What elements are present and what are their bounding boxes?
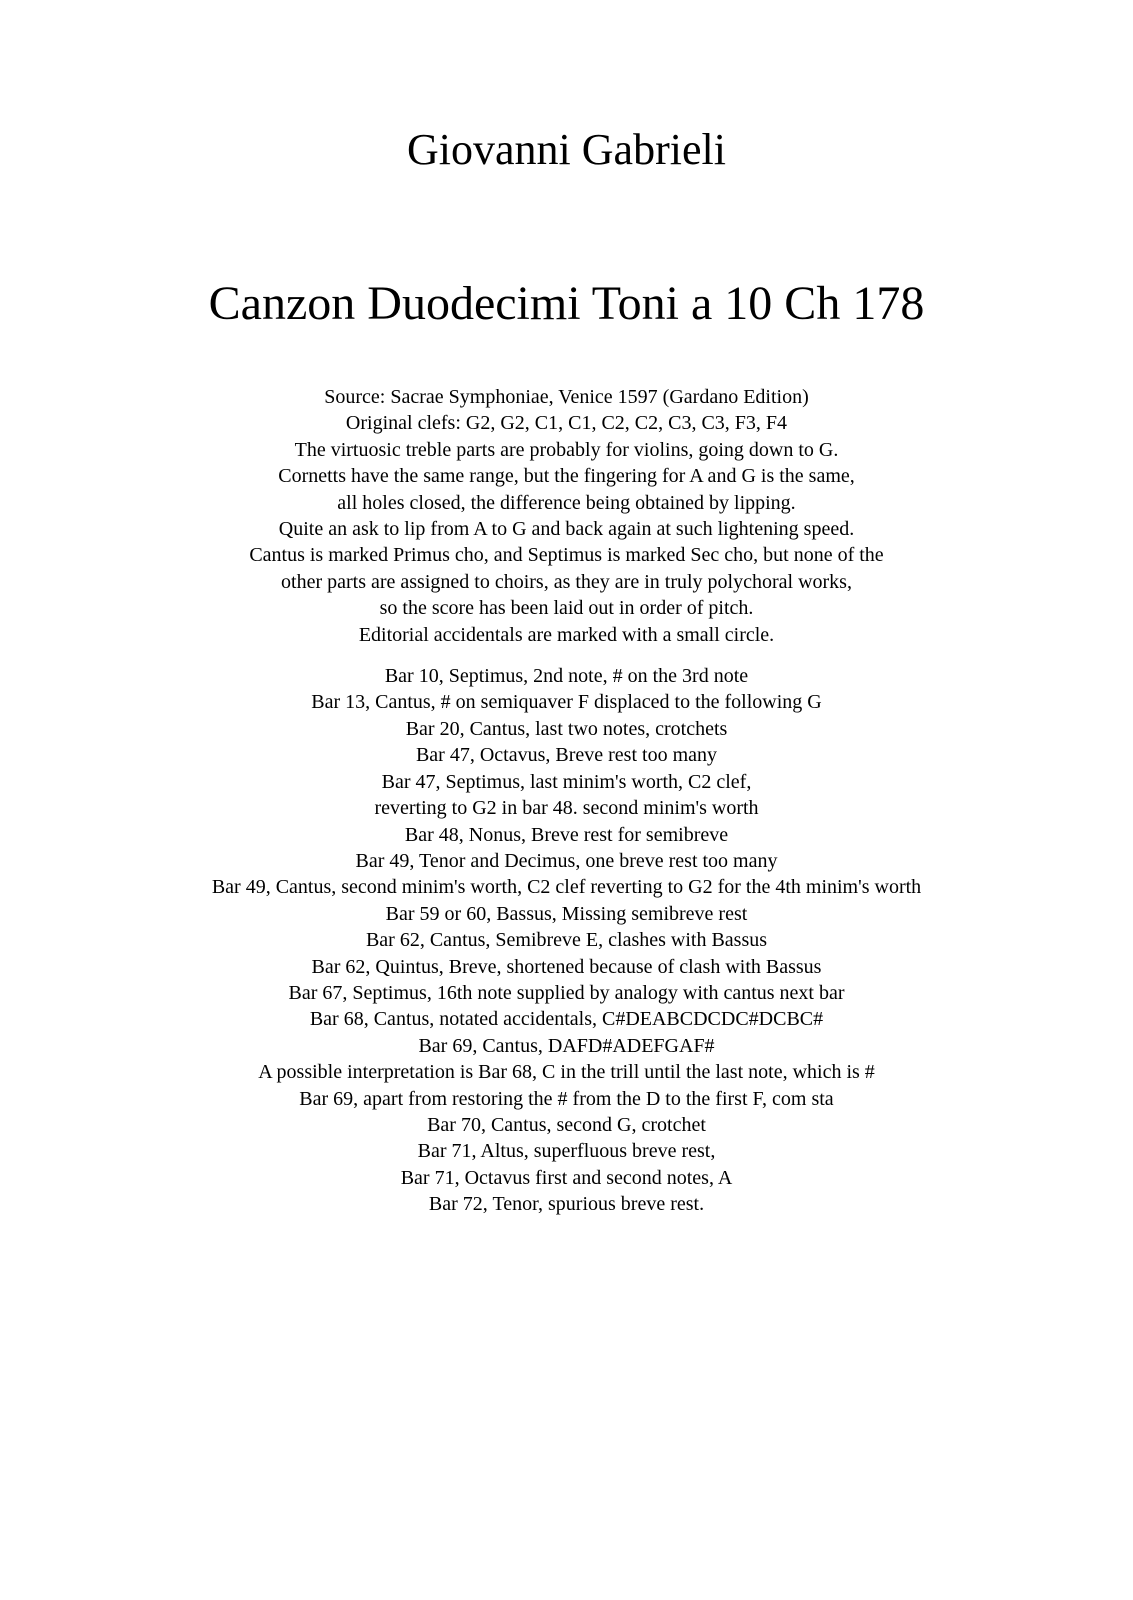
errata-line: reverting to G2 in bar 48. second minim's worth — [374, 797, 759, 820]
intro-line: The virtuosic treble parts are probably for violins, going down to G. — [294, 438, 839, 461]
errata-line: Bar 10, Septimus, 2nd note, # on the 3rd note — [384, 665, 749, 688]
errata-line: Bar 71, Octavus first and second notes, A — [400, 1166, 733, 1189]
intro-line: so the score has been laid out in order of pitch. — [379, 597, 754, 620]
intro-line: Original clefs: G2, G2, C1, C1, C2, C2, C3, C3, F3, F4 — [345, 412, 788, 435]
section-spacer — [0, 648, 1133, 663]
intro-line: other parts are assigned to choirs, as they are in truly polychoral works, — [281, 570, 852, 593]
errata-line: Bar 13, Cantus, # on semiquaver F displaced to the following G — [311, 691, 822, 714]
errata-line: Bar 47, Septimus, last minim's worth, C2 clef, — [381, 770, 752, 793]
composer-name: Giovanni Gabrieli — [407, 125, 726, 174]
errata-line: Bar 69, Cantus, DAFD#ADEFGAF# — [418, 1034, 715, 1057]
errata-line: A possible interpretation is Bar 68, C in the trill until the last note, which is # — [258, 1061, 875, 1084]
errata-line: Bar 48, Nonus, Breve rest for semibreve — [404, 823, 729, 846]
source-notes — [0, 384, 1133, 648]
work-title: Canzon Duodecimi Toni a 10 Ch 178 — [208, 277, 925, 330]
errata-line: Bar 62, Cantus, Semibreve E, clashes with Bassus — [365, 929, 768, 952]
errata-line: Bar 67, Septimus, 16th note supplied by analogy with cantus next bar — [288, 981, 845, 1004]
errata-line: Bar 62, Quintus, Breve, shortened because of clash with Bassus — [311, 955, 822, 978]
errata-line: Bar 69, apart from restoring the # from the D to the first F, com sta — [299, 1087, 834, 1110]
errata-line: Bar 20, Cantus, last two notes, crotchets — [405, 717, 728, 740]
errata-line: Bar 47, Octavus, Breve rest too many — [415, 744, 718, 767]
errata-line: Bar 72, Tenor, spurious breve rest. — [428, 1193, 705, 1216]
errata-line: Bar 70, Cantus, second G, crotchet — [427, 1113, 706, 1136]
errata-line: Bar 68, Cantus, notated accidentals, C#DEABCDCDC#DCBC# — [309, 1008, 824, 1031]
errata-line: Bar 49, Tenor and Decimus, one breve rest too many — [355, 849, 778, 872]
intro-line: Cantus is marked Primus cho, and Septimus is marked Sec cho, but none of the — [249, 544, 884, 567]
intro-line: Quite an ask to lip from A to G and back again at such lightening speed. — [278, 518, 855, 541]
editorial-notes — [0, 384, 1133, 1218]
errata-line: Bar 59 or 60, Bassus, Missing semibreve rest — [385, 902, 748, 925]
intro-line: Cornetts have the same range, but the fingering for A and G is the same, — [278, 465, 855, 488]
errata-list — [0, 663, 1133, 1218]
intro-line: Source: Sacrae Symphoniae, Venice 1597 (Gardano Edition) — [324, 386, 809, 408]
intro-line: Editorial accidentals are marked with a small circle. — [358, 623, 775, 646]
errata-line: Bar 71, Altus, superfluous breve rest, — [417, 1140, 716, 1163]
intro-line: all holes closed, the difference being obtained by lipping. — [337, 491, 796, 514]
errata-line: Bar 49, Cantus, second minim's worth, C2 clef reverting to G2 for the 4th minim's worth — [211, 876, 922, 899]
